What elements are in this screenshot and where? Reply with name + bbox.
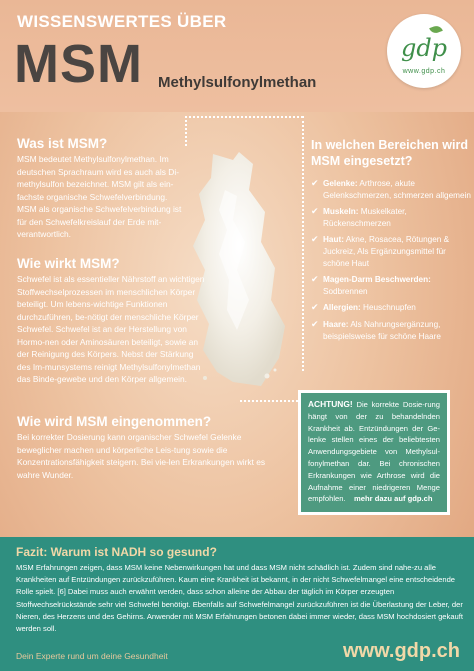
section-text-was-ist: MSM bedeutet Methylsulfonylmethan. Im deutschen Sprachraum wird es auch als Di-methylsulfon bezeichnet. MSM gilt als ein-fachste organische Schwefelverbindung. MSM als organische Schwefelverbindung ist für den Schwefelkreislauf der Erde mit-verantwortlich.	[17, 154, 182, 239]
section-text-einnahme: Bei korrekter Dosierung kann organischer Schwefel Gelenke beweglicher machen und körperliche Leis-tung sowie die Konzentrationsfähigkeit steigern. Bei vie-len Erkrankungen wirkt es wahre Wunder.	[17, 432, 266, 480]
dotted-line-left	[185, 116, 187, 146]
logo-wordmark: gdp	[400, 34, 448, 62]
gdp-logo[interactable]	[387, 14, 461, 88]
checkmark-icon: ✔	[311, 318, 319, 329]
footer-tagline: Dein Experte rund um deine Gesundheit	[16, 651, 168, 661]
warning-box	[298, 390, 450, 515]
uses-list	[311, 178, 471, 347]
fazit-panel	[0, 537, 474, 671]
uses-item: ✔ Haare: Als Nahrungsergänzung, beispielsweise für schöne Haare	[311, 318, 441, 341]
uses-title: In welchen Bereichen wird MSM eingesetzt?	[311, 138, 468, 168]
dotted-line-top	[185, 116, 303, 118]
page-title: MSM	[14, 34, 143, 94]
checkmark-icon: ✔	[311, 274, 319, 285]
warning-heading: ACHTUNG!	[308, 399, 353, 409]
section-text-wie-wirkt: Schwefel ist als essentieller Nährstoff an wichtigen Stoffwechselprozessen im menschlichen Körper beteiligt. Um lebens-wichtige Funktionen durchzuführen, be-nötigt der menschliche Körper Schwefel. Schwefel ist an der Herstellung von Hormo-nen oder Aminosäuren beteiligt, sowie an der Reinigung des Körpers. Nebst der Stärkung des Im-munsystems reinigt Methylsulfonylmethan das Binde-gewebe und den Körper allgemein.	[17, 274, 205, 384]
logo-web: www.gdp.ch	[402, 68, 446, 75]
dotted-line-right	[302, 116, 304, 371]
uses-item: ✔ Magen-Darm Beschwerden: Sodbrennen	[311, 274, 431, 296]
footer-url[interactable]: www.gdp.ch	[342, 640, 460, 662]
uses-item: ✔ Haut: Akne, Rosacea, Rötungen & Juckreiz, Als Ergänzungsmittel für schöne Haut	[311, 234, 450, 268]
section-title-einnahme: Wie wird MSM eingenommen?	[17, 414, 212, 429]
more-link[interactable]: mehr dazu auf gdp.ch	[354, 494, 433, 504]
section-title-wie-wirkt: Wie wirkt MSM?	[17, 256, 120, 271]
uses-item: ✔ Gelenke: Arthrose, akute Gelenkschmerzen, schmerzen allgemein	[311, 178, 471, 200]
section-title-was-ist: Was ist MSM?	[17, 136, 108, 151]
dotted-line-bottom	[240, 400, 298, 402]
uses-item: ✔ Allergien: Heuschnupfen	[311, 302, 416, 313]
checkmark-icon: ✔	[311, 206, 319, 217]
fazit-title: Fazit: Warum ist NADH so gesund?	[16, 545, 217, 559]
header-kicker: WISSENSWERTES ÜBER	[17, 12, 227, 31]
checkmark-icon: ✔	[311, 302, 319, 313]
fazit-text: MSM Erfahrungen zeigen, dass MSM keine Nebenwirkungen hat und dass MSM nicht schädlich ist. Zudem sind nahe-zu alle Krankheiten auf Entzündungen zurückzuführen. Kaum eine Krankheit ist bekannt, in der nicht Schwefelmangel eine entscheidende Rolle spielt. [6] Dabei muss auch erwähnt werden, dass schon alleine der Abbau der täglich im Körper erzeugten Stoffwechselrückstände sehr viel Schwefel benötigt. Ebenfalls auf Schwefelmangel zurückzuführen ist die Überlastung der Leber, der Nieren, des Herzens und des Gehirns. Anwender mit MSM Erfahrungen betonen dabei immer wieder, dass MSM hochdosiert gekauft werden soll.	[16, 563, 463, 634]
checkmark-icon: ✔	[311, 234, 319, 245]
page-subtitle: Methylsulfonylmethan	[158, 74, 317, 91]
uses-item: ✔ Muskeln: Muskelkater, Rückenschmerzen	[311, 206, 407, 228]
warning-text: ACHTUNG! Die korrekte Dosie-rung hängt von der zu behandelnden Krankheit ab. Entzündungen der Ge-lenke stellen eines der beliebtesten Anwendungsgebiete von Methylsul-fonylmethan dar. Bei chronischen Erkrankungen wie Arthrose wird die Aufnahme einer niedrigeren Menge empfohlen. mehr dazu auf gdp.ch	[308, 399, 440, 504]
checkmark-icon: ✔	[311, 178, 319, 188]
